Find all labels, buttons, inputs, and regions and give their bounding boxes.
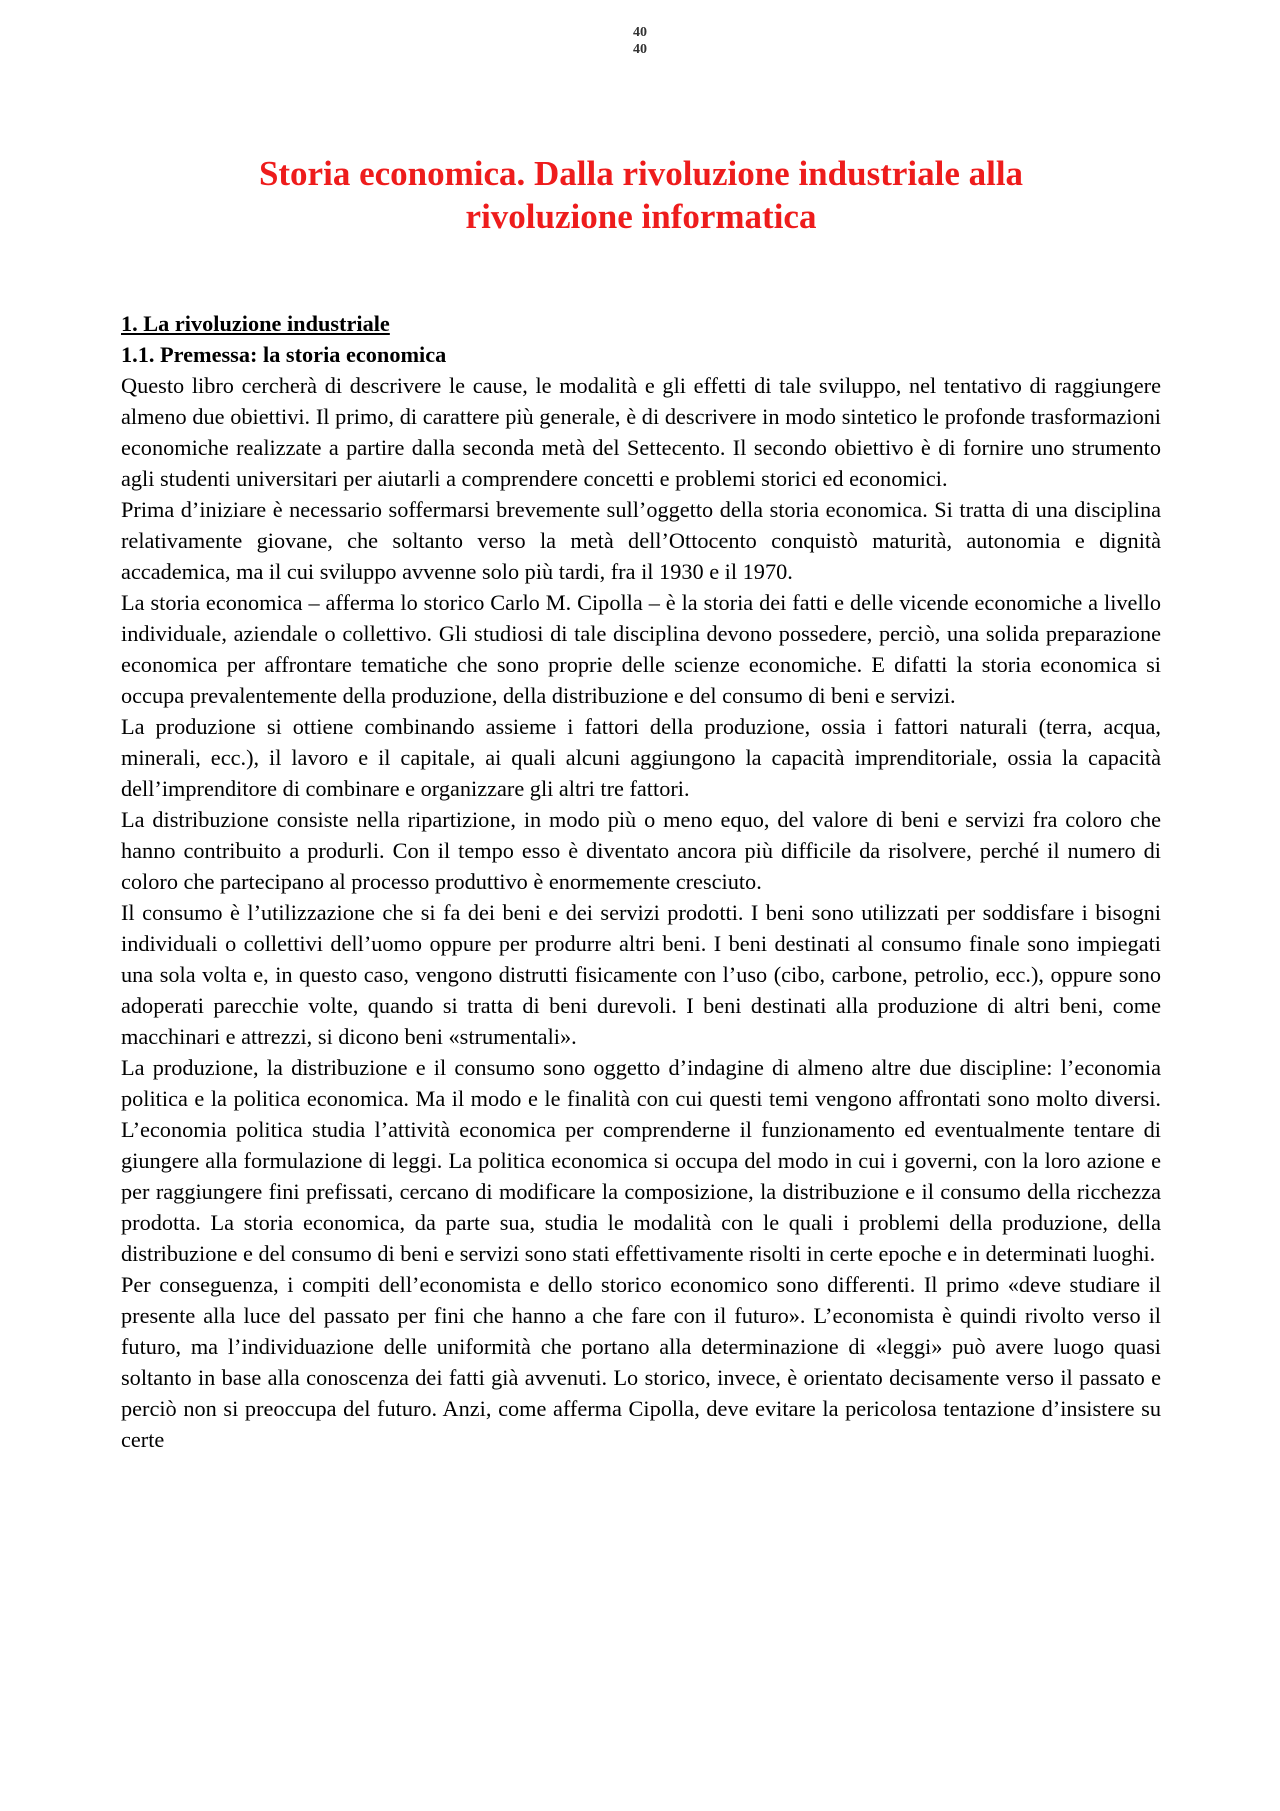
- paragraph: La produzione si ottiene combinando assieme i fattori della produzione, ossia i fattori naturali (terra, acqua, minerali, ecc.), il lavoro e il capitale, ai quali alcuni aggiungono la capacità imprenditoriale, ossia la capacità dell’imprenditore di combinare e organizzare gli altri tre fattori.: [121, 714, 1161, 801]
- section-heading: 1. La rivoluzione industriale: [121, 311, 390, 336]
- paragraph: Questo libro cercherà di descrivere le cause, le modalità e gli effetti di tale sviluppo, nel tentativo di raggiungere almeno due obiettivi. Il primo, di carattere più generale, è di descrivere in modo sintetico le profonde trasformazioni economiche realizzate a partire dalla seconda metà del Settecento. Il secondo obiettivo è di fornire uno strumento agli studenti universitari per aiutarli a comprendere concetti e problemi storici ed economici.: [121, 373, 1161, 491]
- paragraph: La storia economica – afferma lo storico Carlo M. Cipolla – è la storia dei fatti e delle vicende economiche a livello individuale, aziendale o collettivo. Gli studiosi di tale disciplina devono possedere, perciò, una solida preparazione economica per affrontare tematiche che sono proprie delle scienze economiche. E difatti la storia economica si occupa prevalentemente della produzione, della distribuzione e del consumo di beni e servizi.: [121, 590, 1161, 708]
- paragraph: La distribuzione consiste nella ripartizione, in modo più o meno equo, del valore di beni e servizi fra coloro che hanno contribuito a produrli. Con il tempo esso è diventato ancora più difficile da risolvere, perché il numero di coloro che partecipano al processo produttivo è enormemente cresciuto.: [121, 807, 1161, 894]
- paragraph: La produzione, la distribuzione e il consumo sono oggetto d’indagine di almeno altre due discipline: l’economia politica e la politica economica. Ma il modo e le finalità con cui questi temi vengono affrontati sono molto diversi. L’economia politica studia l’attività economica per comprenderne il funzionamento ed eventualmente tentare di giungere alla formulazione di leggi. La politica economica si occupa del modo in cui i governi, con la loro azione e per raggiungere fini prefissati, cercano di modificare la composizione, la distribuzione e il consumo della ricchezza prodotta. La storia economica, da parte sua, studia le modalità con le quali i problemi della produzione, della distribuzione e del consumo di beni e servizi sono stati effettivamente risolti in certe epoche e in determinati luoghi.: [121, 1055, 1161, 1266]
- section-subheading: 1.1. Premessa: la storia economica: [121, 342, 447, 367]
- paragraph: Per conseguenza, i compiti dell’economista e dello storico economico sono differenti. Il primo «deve studiare il presente alla luce del passato per fini che hanno a che fare con il futuro». L’economista è quindi rivolto verso il futuro, ma l’individuazione delle uniformità che portano alla determinazione di «leggi» può avere luogo quasi soltanto in base alla conoscenza dei fatti già avvenuti. Lo storico, invece, è orientato decisamente verso il passato e perciò non si preoccupa del futuro. Anzi, come afferma Cipolla, deve evitare la pericolosa tentazione d’insistere su certe: [121, 1272, 1161, 1452]
- page-number-line-2: 40: [633, 42, 647, 57]
- page-number-line-1: 40: [633, 25, 647, 40]
- document-body: [121, 308, 1161, 1455]
- title-line-2: rivoluzione informatica: [465, 197, 817, 236]
- document-title: [121, 152, 1161, 238]
- paragraph: Prima d’iniziare è necessario soffermarsi brevemente sull’oggetto della storia economica. Si tratta di una disciplina relativamente giovane, che soltanto verso la metà dell’Ottocento conquistò maturità, autonomia e dignità accademica, ma il cui sviluppo avvenne solo più tardi, fra il 1930 e il 1970.: [121, 497, 1161, 584]
- title-line-1: Storia economica. Dalla rivoluzione industriale alla: [258, 154, 1024, 193]
- page-number: [0, 24, 1280, 58]
- paragraph: Il consumo è l’utilizzazione che si fa dei beni e dei servizi prodotti. I beni sono utilizzati per soddisfare i bisogni individuali o collettivi dell’uomo oppure per produrre altri beni. I beni destinati al consumo finale sono impiegati una sola volta e, in questo caso, vengono distrutti fisicamente con l’uso (cibo, carbone, petrolio, ecc.), oppure sono adoperati parecchie volte, quando si tratta di beni durevoli. I beni destinati alla produzione di altri beni, come macchinari e attrezzi, si dicono beni «strumentali».: [121, 900, 1161, 1049]
